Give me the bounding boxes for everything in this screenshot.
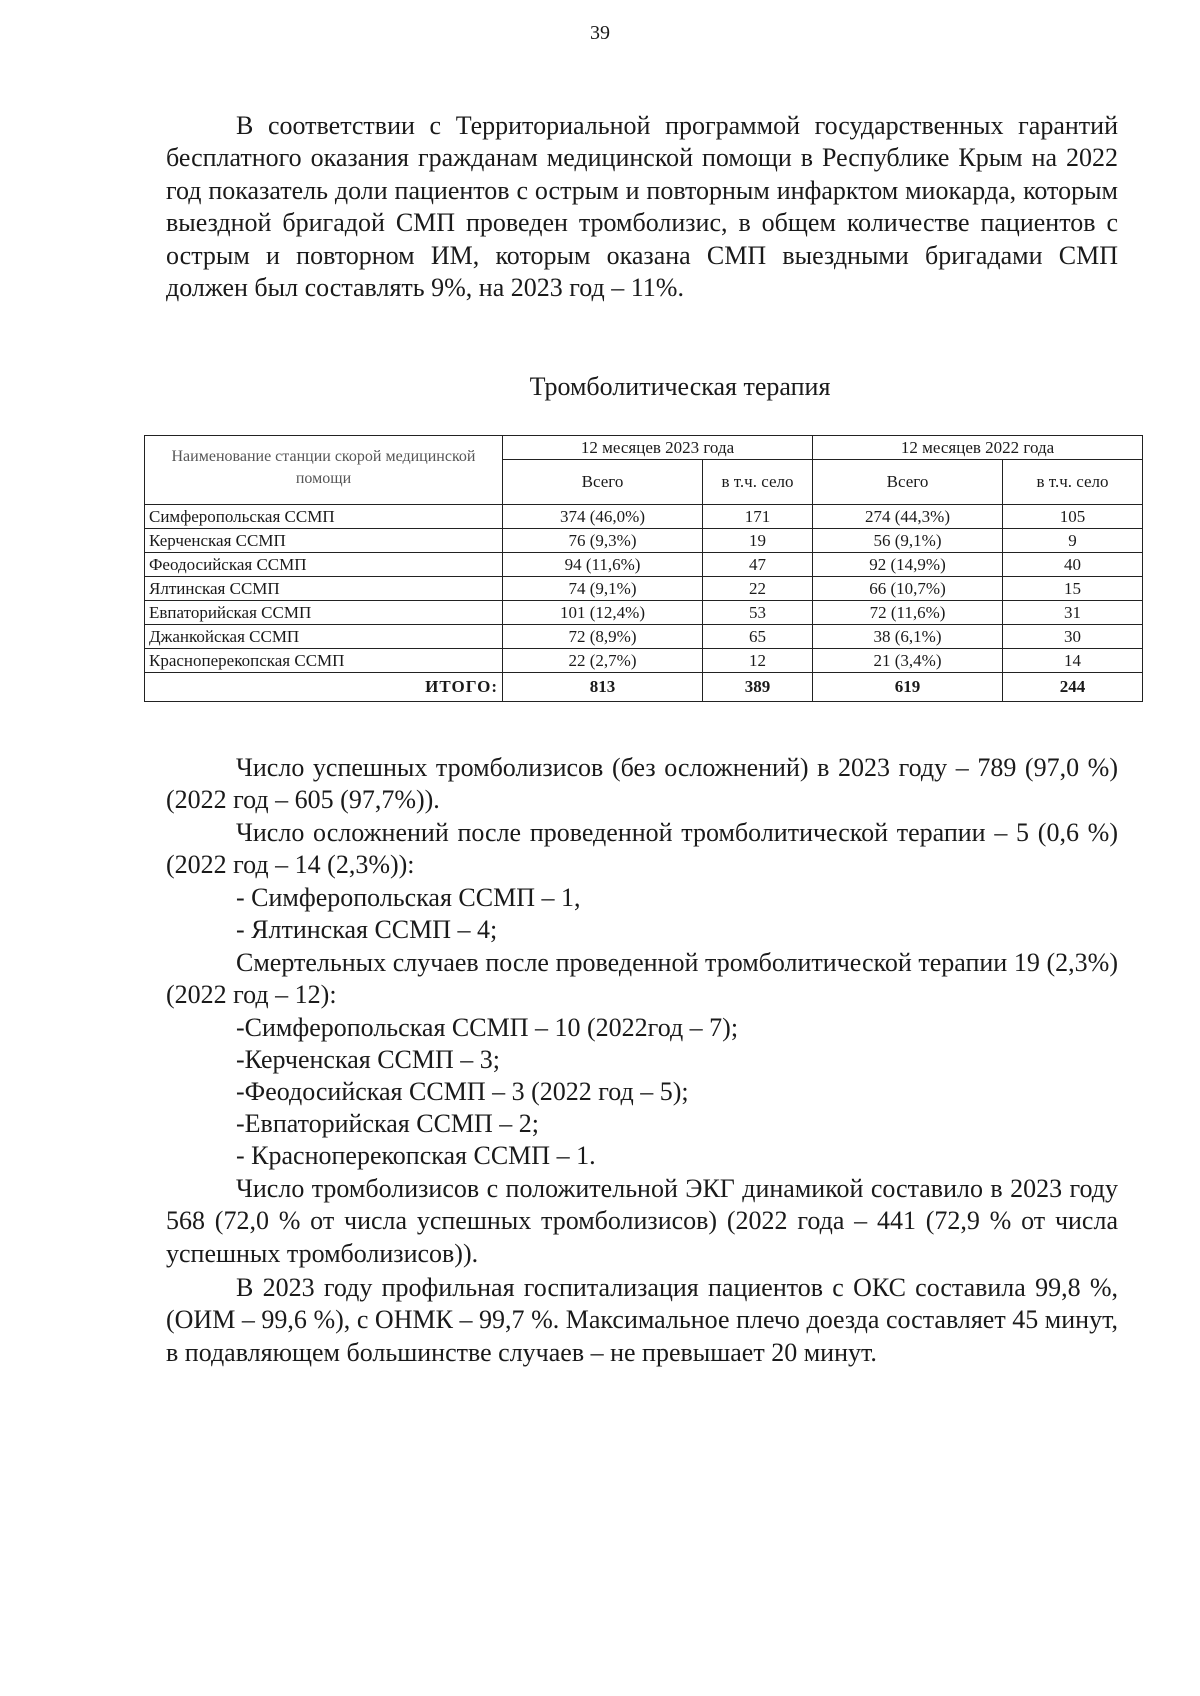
death-item: -Симферопольская ССМП – 10 (2022год – 7); — [236, 1013, 739, 1042]
total-2023: 94 (11,6%) — [503, 553, 703, 577]
period-2022-header: 12 месяцев 2022 года — [813, 436, 1143, 460]
village-2023: 47 — [703, 553, 813, 577]
station-name: Симферопольская ССМП — [145, 505, 503, 529]
station-name: Джанкойская ССМП — [145, 625, 503, 649]
village-2023: 65 — [703, 625, 813, 649]
station-name: Красноперекопская ССМП — [145, 649, 503, 673]
thrombolysis-table — [144, 435, 1143, 702]
total-2022: 274 (44,3%) — [813, 505, 1003, 529]
village-2022: 30 — [1003, 625, 1143, 649]
total-2023: 72 (8,9%) — [503, 625, 703, 649]
village-2022: 40 — [1003, 553, 1143, 577]
death-item: -Керченская ССМП – 3; — [236, 1045, 501, 1074]
village-2023: 171 — [703, 505, 813, 529]
table-row — [145, 649, 1143, 673]
station-name: Евпаторийская ССМП — [145, 601, 503, 625]
col-total-2022: Всего — [813, 460, 1003, 505]
table-row — [145, 505, 1143, 529]
village-2022: 105 — [1003, 505, 1143, 529]
village-sum-2022: 244 — [1003, 673, 1143, 702]
period-2023-header: 12 месяцев 2023 года — [503, 436, 813, 460]
station-name: Ялтинская ССМП — [145, 577, 503, 601]
deaths-paragraph: Смертельных случаев после проведенной тромболитической терапии 19 (2,3%) (2022 год – 12): — [166, 948, 1118, 1010]
total-row — [145, 673, 1143, 702]
complication-item: - Ялтинская ССМП – 4; — [236, 915, 498, 944]
col-village-2023: в т.ч. село — [703, 460, 813, 505]
death-item: -Евпаторийская ССМП – 2; — [236, 1109, 540, 1138]
table-row — [145, 577, 1143, 601]
total-2023: 101 (12,4%) — [503, 601, 703, 625]
total-2022: 66 (10,7%) — [813, 577, 1003, 601]
village-2022: 9 — [1003, 529, 1143, 553]
total-2022: 92 (14,9%) — [813, 553, 1003, 577]
village-2023: 53 — [703, 601, 813, 625]
station-header: Наименование станции скорой медицинской помощи — [145, 436, 503, 505]
total-2023: 74 (9,1%) — [503, 577, 703, 601]
total-sum-2022: 619 — [813, 673, 1003, 702]
station-name: Феодосийская ССМП — [145, 553, 503, 577]
table-row — [145, 601, 1143, 625]
village-2022: 31 — [1003, 601, 1143, 625]
village-2022: 15 — [1003, 577, 1143, 601]
total-2023: 374 (46,0%) — [503, 505, 703, 529]
table-title: Тромболитическая терапия — [529, 372, 831, 401]
village-2023: 12 — [703, 649, 813, 673]
death-item: -Феодосийская ССМП – 3 (2022 год – 5); — [236, 1077, 689, 1106]
total-label: ИТОГО: — [145, 673, 503, 702]
complication-item: - Симферопольская ССМП – 1, — [236, 883, 581, 912]
total-2022: 38 (6,1%) — [813, 625, 1003, 649]
total-sum-2023: 813 — [503, 673, 703, 702]
village-2023: 19 — [703, 529, 813, 553]
success-paragraph: Число успешных тромболизисов (без осложнений) в 2023 году – 789 (97,0 %) (2022 год – 605 (97,7%)). — [166, 753, 1118, 815]
table-row — [145, 625, 1143, 649]
intro-paragraph: В соответствии с Территориальной программой государственных гарантий бесплатного оказания гражданам медицинской помощи в Республике Крым на 2022 год показатель доли пациентов с острым и повторным инфарктом миокарда, которым выездной бригадой СМП проведен тромболизис, в общем количестве пациентов с острым и повторном ИМ, которым оказана СМП выездными бригадами СМП должен был составлять 9%, на 2023 год – 11%. — [166, 111, 1118, 303]
table-row — [145, 553, 1143, 577]
col-total-2023: Всего — [503, 460, 703, 505]
complications-paragraph: Число осложнений после проведенной тромболитической терапии – 5 (0,6 %) (2022 год – 14 (2,3%)): — [166, 818, 1118, 880]
total-2022: 21 (3,4%) — [813, 649, 1003, 673]
ecg-paragraph: Число тромболизисов с положительной ЭКГ динамикой составило в 2023 году 568 (72,0 % от числа успешных тромболизисов) (2022 года – 441 (72,9 % от числа успешных тромболизисов)). — [166, 1174, 1118, 1268]
total-2022: 72 (11,6%) — [813, 601, 1003, 625]
hospitalization-paragraph: В 2023 году профильная госпитализация пациентов с ОКС составила 99,8 %, (ОИМ – 99,6 %), с ОНМК – 99,7 %. Максимальное плечо доезда составляет 45 минут, в подавляющем большинстве случаев – не превышает 20 минут. — [166, 1273, 1118, 1367]
station-name: Керченская ССМП — [145, 529, 503, 553]
total-2023: 76 (9,3%) — [503, 529, 703, 553]
table-row — [145, 529, 1143, 553]
village-2023: 22 — [703, 577, 813, 601]
village-2022: 14 — [1003, 649, 1143, 673]
total-2022: 56 (9,1%) — [813, 529, 1003, 553]
page-number: 39 — [590, 22, 610, 44]
col-village-2022: в т.ч. село — [1003, 460, 1143, 505]
total-2023: 22 (2,7%) — [503, 649, 703, 673]
death-item: - Красноперекопская ССМП – 1. — [236, 1141, 596, 1170]
village-sum-2023: 389 — [703, 673, 813, 702]
